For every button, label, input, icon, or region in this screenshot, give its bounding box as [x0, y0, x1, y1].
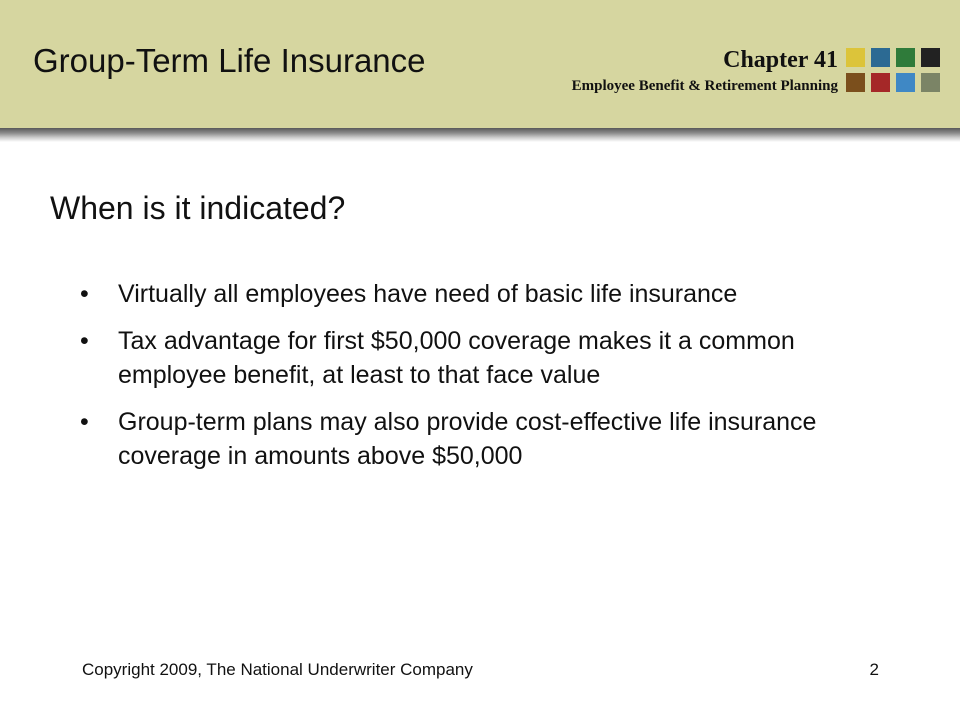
- bullet-item: • Tax advantage for first $50,000 coverage makes it a common employee benefit, at least to that face value: [80, 324, 880, 392]
- logo-square: [921, 73, 940, 92]
- bullet-item: • Group-term plans may also provide cost-effective life insurance coverage in amounts above $50,000: [80, 405, 880, 473]
- logo-square: [871, 48, 890, 67]
- slide-title: Group-Term Life Insurance: [33, 42, 426, 79]
- logo-square: [846, 73, 865, 92]
- logo-square: [871, 73, 890, 92]
- book-subtitle: Employee Benefit & Retirement Planning: [571, 78, 838, 94]
- logo-square: [896, 48, 915, 67]
- page-number: 2: [869, 660, 879, 679]
- bullet-item: • Virtually all employees have need of basic life insurance: [80, 277, 880, 311]
- copyright-notice: Copyright 2009, The National Underwriter Company: [82, 660, 473, 679]
- section-heading: When is it indicated?: [50, 190, 346, 226]
- header-shadow: [0, 128, 960, 142]
- logo-square: [846, 48, 865, 67]
- color-squares-logo: [846, 48, 942, 96]
- chapter-label: Chapter 41: [723, 47, 838, 73]
- logo-square: [921, 48, 940, 67]
- logo-square: [896, 73, 915, 92]
- bullet-list: [80, 277, 880, 486]
- header-band: [0, 0, 960, 128]
